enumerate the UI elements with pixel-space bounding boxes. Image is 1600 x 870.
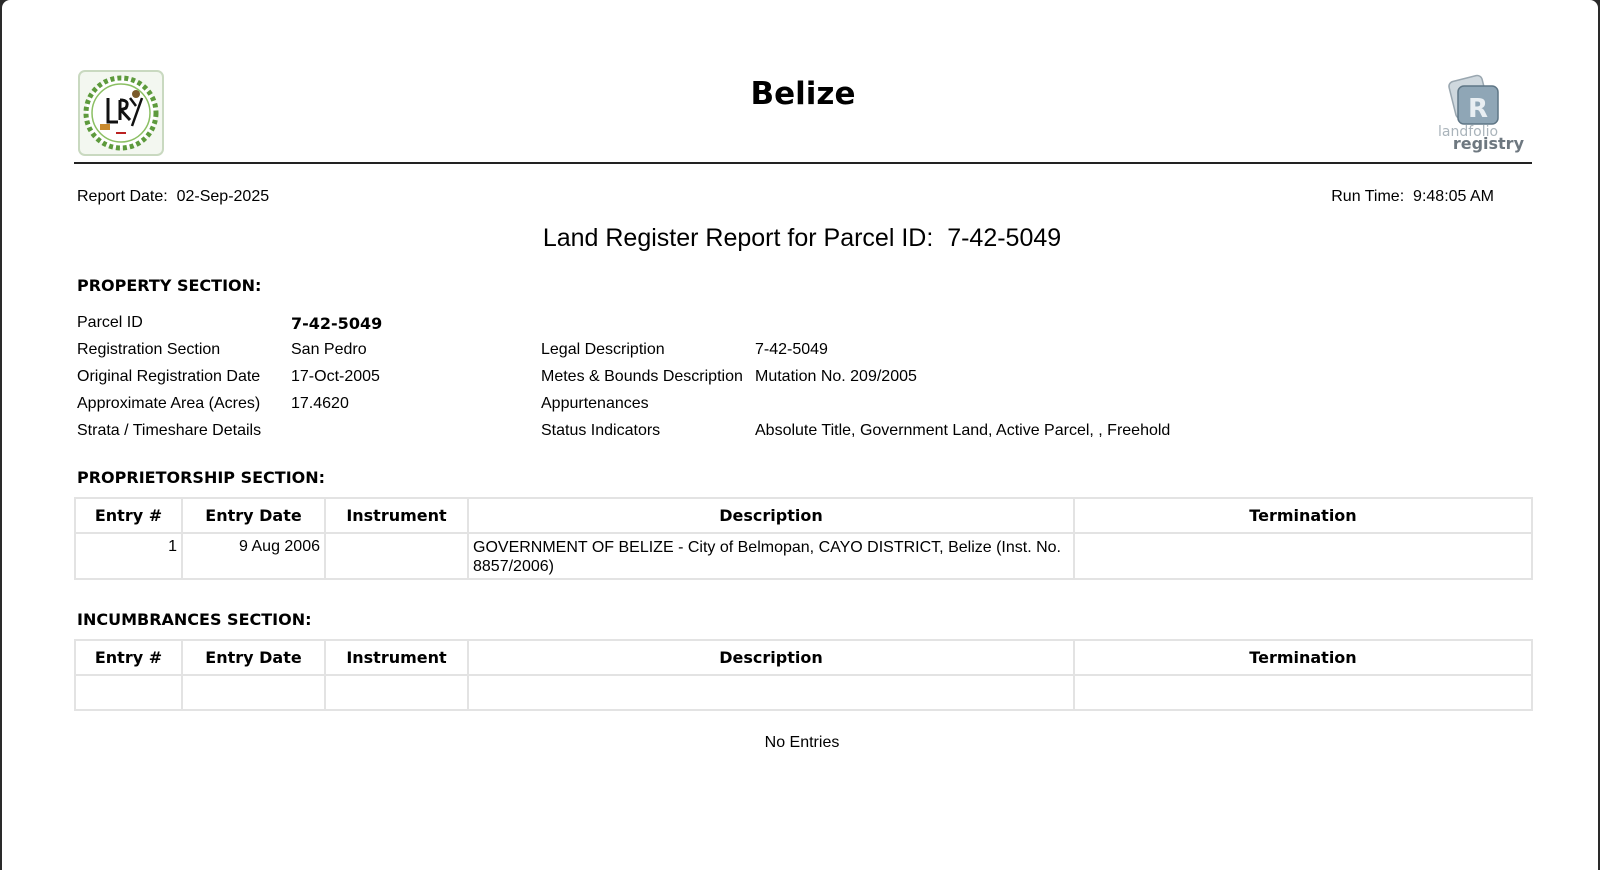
proprietorship-header-row bbox=[75, 498, 1532, 533]
col-entry-date: Entry Date bbox=[182, 498, 325, 533]
approximate-area-value: 17.4620 bbox=[291, 395, 349, 412]
col-termination: Termination bbox=[1074, 640, 1532, 675]
report-page bbox=[2, 0, 1598, 870]
logo-text-landfolio: landfolio bbox=[1438, 124, 1499, 140]
col-instrument: Instrument bbox=[325, 640, 468, 675]
registration-section-label: Registration Section bbox=[77, 341, 221, 358]
report-date-label: Report Date: bbox=[77, 188, 168, 205]
parcel-id-label: Parcel ID bbox=[77, 314, 143, 331]
parcel-id-value: 7-42-5049 bbox=[291, 314, 383, 333]
proprietorship-table bbox=[74, 497, 1533, 580]
approximate-area-label: Approximate Area (Acres) bbox=[77, 395, 261, 412]
property-section-label: PROPERTY SECTION: bbox=[77, 276, 262, 295]
entry-number-cell: 1 bbox=[75, 533, 182, 579]
table-row bbox=[75, 533, 1532, 579]
col-termination: Termination bbox=[1074, 498, 1532, 533]
incumbrances-section-label: INCUMBRANCES SECTION: bbox=[77, 610, 312, 629]
col-instrument: Instrument bbox=[325, 498, 468, 533]
run-time-label: Run Time: bbox=[1331, 188, 1405, 205]
metes-bounds-label: Metes & Bounds Description bbox=[541, 368, 743, 385]
report-header bbox=[74, 60, 1532, 164]
metes-bounds-value: Mutation No. 209/2005 bbox=[755, 368, 917, 385]
strata-label: Strata / Timeshare Details bbox=[77, 422, 262, 439]
proprietorship-section-label: PROPRIETORSHIP SECTION: bbox=[77, 468, 326, 487]
logo-text-registry: registry bbox=[1452, 134, 1524, 153]
col-entry-date: Entry Date bbox=[182, 640, 325, 675]
col-description: Description bbox=[468, 498, 1074, 533]
landfolio-registry-logo-icon bbox=[1432, 72, 1528, 154]
report-title-prefix: Land Register Report for Parcel ID: bbox=[542, 224, 934, 252]
status-indicators-value: Absolute Title, Government Land, Active Parcel, , Freehold bbox=[755, 422, 1171, 439]
entry-date-cell: 9 Aug 2006 bbox=[182, 533, 325, 579]
legal-description-value: 7-42-5049 bbox=[755, 341, 828, 358]
incumbrances-header-row bbox=[75, 640, 1532, 675]
report-date-value: 02-Sep-2025 bbox=[176, 188, 270, 205]
run-time-value: 9:48:05 AM bbox=[1413, 188, 1494, 205]
instrument-cell bbox=[325, 533, 468, 579]
col-entry-number: Entry # bbox=[75, 640, 182, 675]
col-description: Description bbox=[468, 640, 1074, 675]
no-entries-text: No Entries bbox=[764, 734, 840, 751]
termination-cell bbox=[1074, 533, 1532, 579]
original-registration-date-label: Original Registration Date bbox=[77, 368, 261, 385]
report-date bbox=[77, 188, 269, 206]
original-registration-date-value: 17-Oct-2005 bbox=[291, 368, 380, 385]
incumbrances-table bbox=[74, 639, 1533, 711]
svg-text:R: R bbox=[1467, 94, 1489, 124]
run-time bbox=[1331, 188, 1494, 206]
legal-description-label: Legal Description bbox=[541, 341, 665, 358]
report-title bbox=[2, 224, 1600, 253]
appurtenances-label: Appurtenances bbox=[541, 395, 649, 412]
report-title-parcel-id: 7-42-5049 bbox=[947, 224, 1062, 252]
description-cell: GOVERNMENT OF BELIZE - City of Belmopan, CAYO DISTRICT, Belize (Inst. No. 8857/2006) bbox=[468, 533, 1074, 579]
table-row-empty bbox=[75, 675, 1532, 710]
registration-section-value: San Pedro bbox=[291, 341, 367, 358]
col-entry-number: Entry # bbox=[75, 498, 182, 533]
status-indicators-label: Status Indicators bbox=[541, 422, 661, 439]
country-title: Belize bbox=[750, 76, 856, 112]
